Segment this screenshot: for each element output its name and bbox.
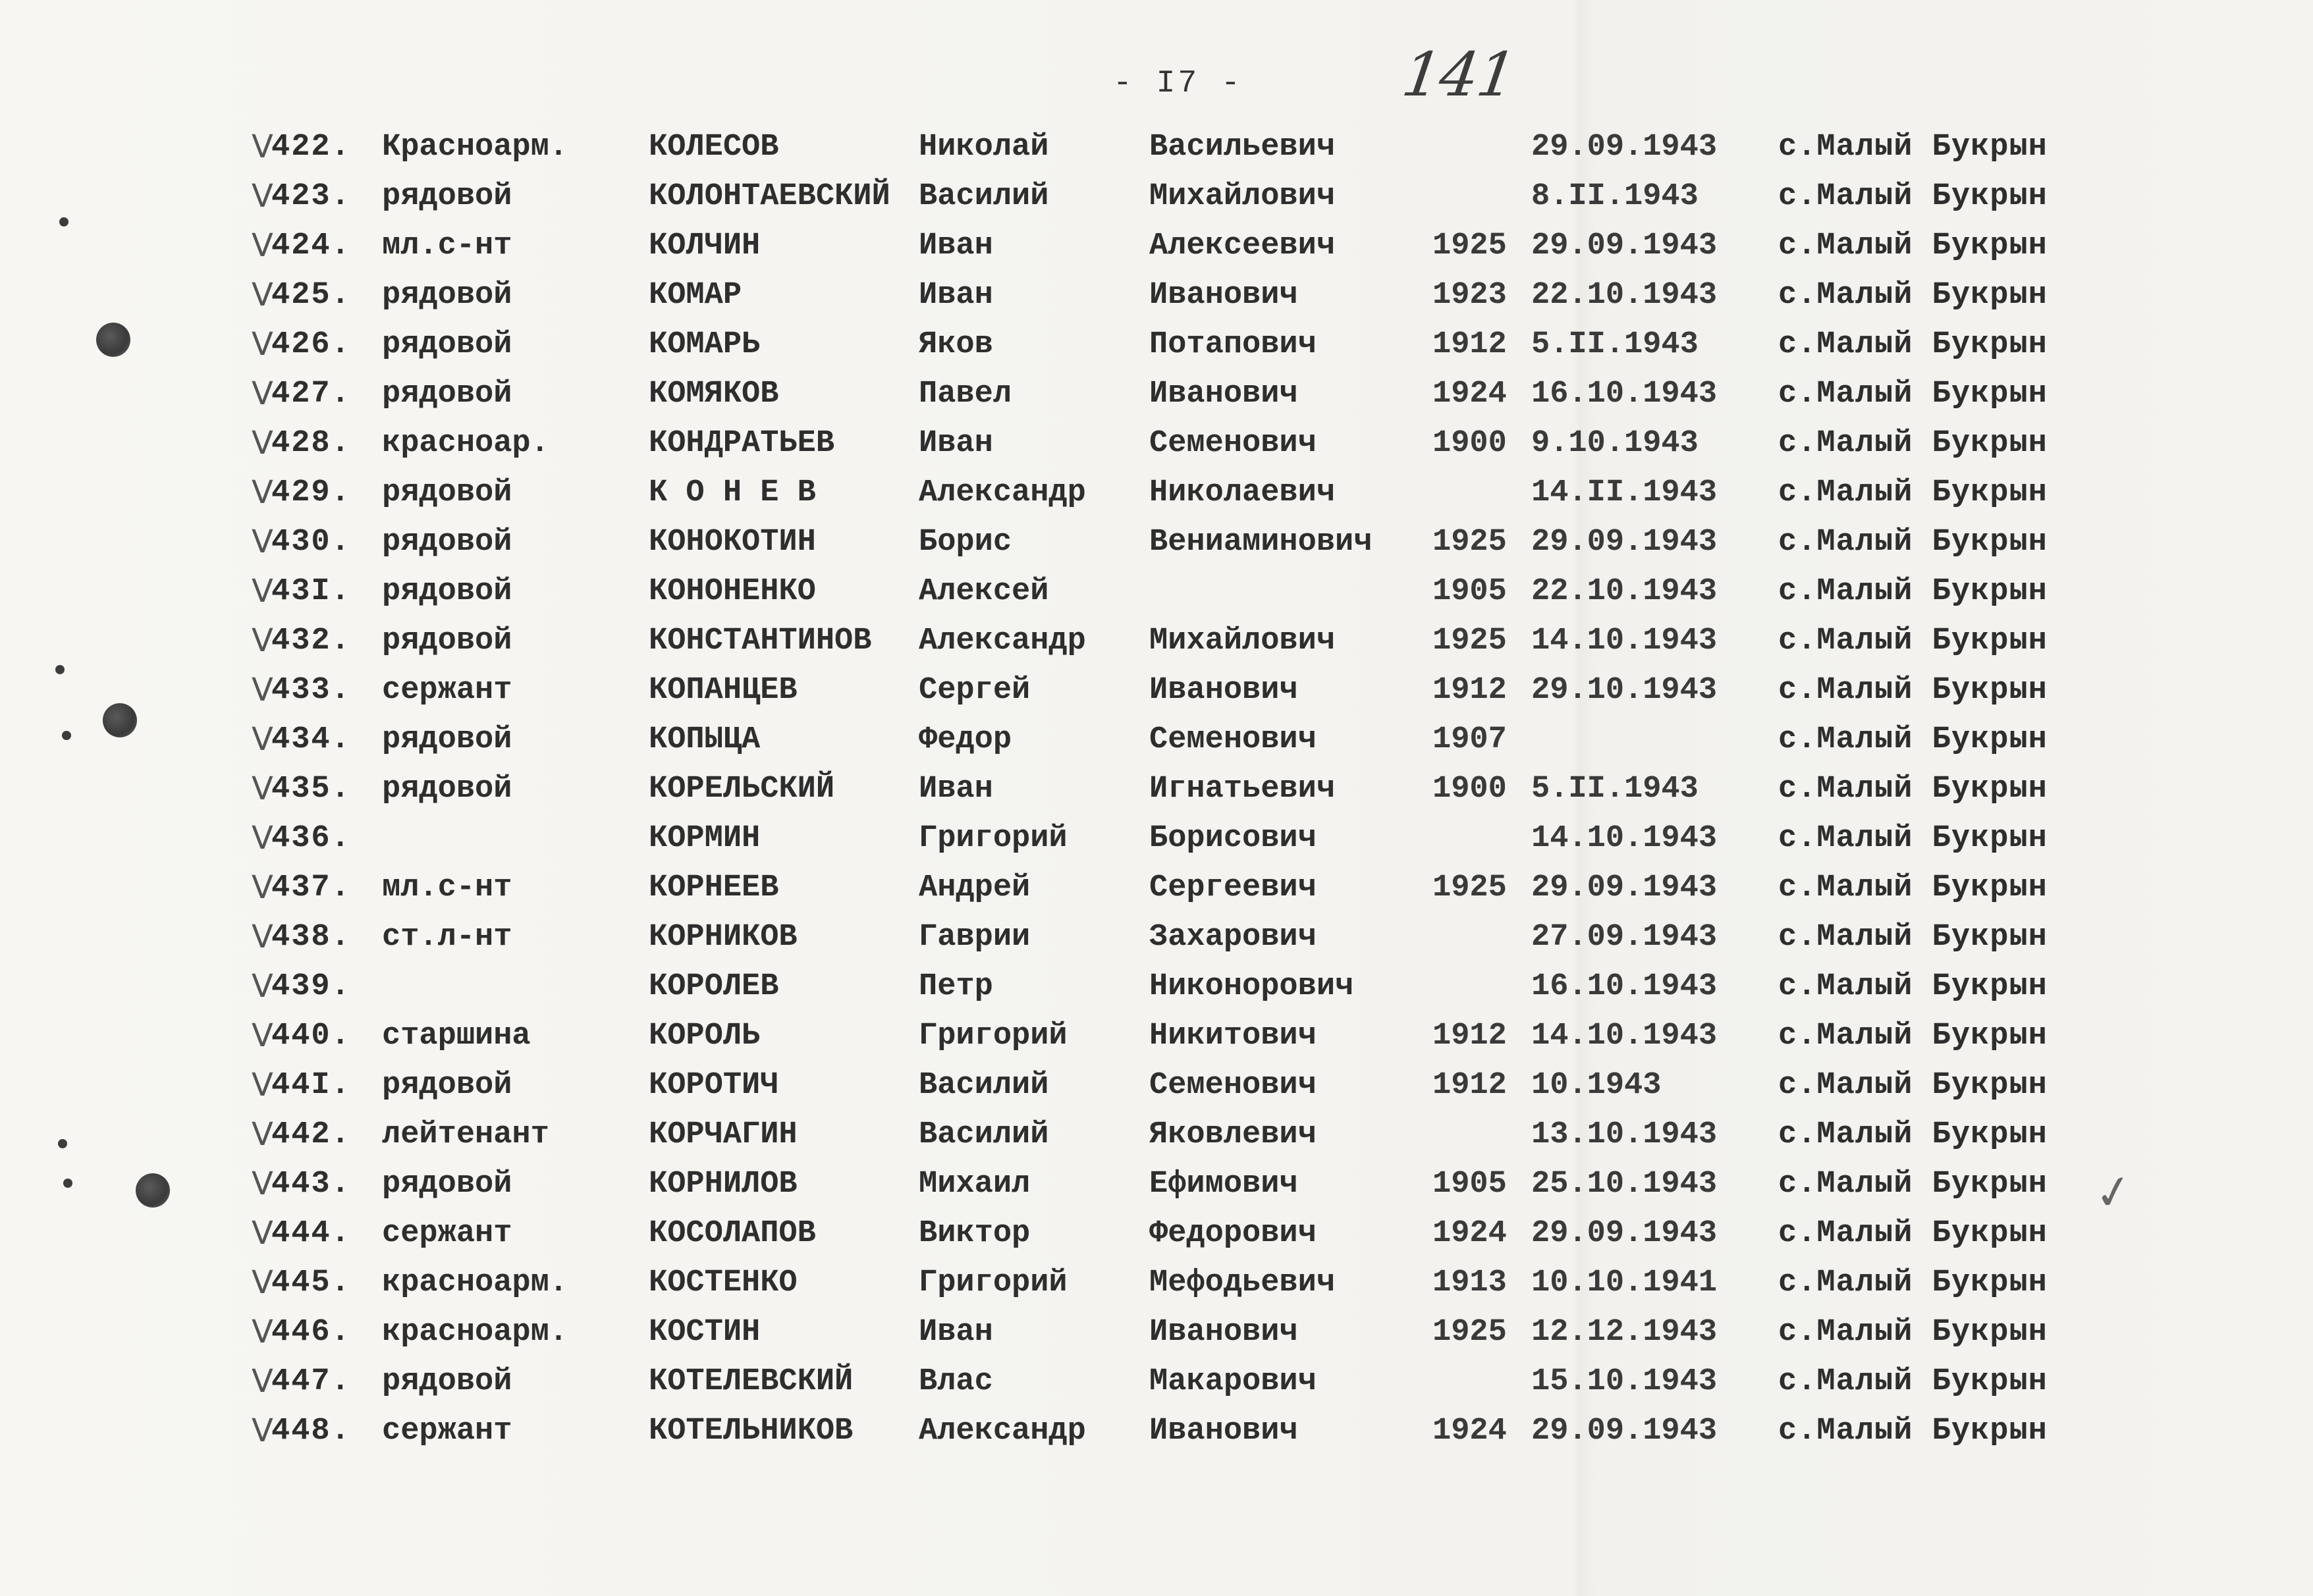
record-rank: красноарм. [382,1265,568,1300]
record-patronymic: Семенович [1149,722,1317,757]
record-surname: КОТЕЛЬНИКОВ [649,1414,854,1449]
record-row [0,419,2313,468]
record-mark: V [252,128,273,165]
record-patronymic: Борисович [1149,821,1317,856]
record-mark: V [252,869,273,906]
record-row [0,468,2313,518]
record-num: 444. [271,1216,351,1251]
record-rank: рядовой [382,377,512,412]
record-num: 440. [271,1019,351,1053]
record-place: с.Малый Букрын [1778,475,2048,510]
record-mark: V [252,573,273,610]
record-mark: V [252,425,273,462]
record-row [0,1209,2313,1258]
record-surname: КОНОНЕНКО [649,574,816,609]
record-first-name: Иван [919,426,993,461]
record-patronymic: Мефодьевич [1149,1265,1336,1300]
record-mark: V [252,277,273,313]
record-mark: V [252,1067,273,1104]
record-place: с.Малый Букрын [1778,228,2048,263]
record-rank: рядовой [382,722,512,757]
record-birth-year: 1925 [1432,1315,1507,1350]
record-rank: сержант [382,1414,512,1449]
record-surname: КОЛОНТАЕВСКИЙ [649,179,890,214]
record-place: с.Малый Букрын [1778,278,2048,313]
record-first-name: Михаил [919,1167,1031,1202]
record-birth-year: 1900 [1432,772,1507,807]
record-patronymic: Яковлевич [1149,1117,1317,1152]
record-rank: рядовой [382,327,512,362]
record-mark: V [252,1363,273,1400]
record-date: 29.10.1943 [1531,673,1718,708]
record-date: 29.09.1943 [1531,228,1718,263]
record-rank: рядовой [382,475,512,510]
record-row [0,518,2313,567]
record-num: 44I. [271,1068,351,1103]
record-num: 433. [271,673,351,708]
record-first-name: Андрей [919,870,1031,905]
record-first-name: Иван [919,278,993,313]
record-rank: красноарм. [382,1315,568,1350]
record-first-name: Виктор [919,1216,1031,1251]
record-date: 22.10.1943 [1531,574,1718,609]
record-place: с.Малый Букрын [1778,1117,2048,1152]
record-patronymic: Семенович [1149,426,1317,461]
record-place: с.Малый Букрын [1778,327,2048,362]
record-birth-year: 1923 [1432,278,1507,313]
record-rank: лейтенант [382,1117,549,1152]
record-row [0,320,2313,369]
record-mark: V [252,1264,273,1301]
record-surname: КОТЕЛЕВСКИЙ [649,1364,854,1399]
record-surname: КОМАРЬ [649,327,761,362]
page-number: - I7 - [1113,66,1243,101]
record-row [0,1258,2313,1308]
record-row [0,1159,2313,1209]
record-num: 422. [271,130,351,165]
record-num: 443. [271,1167,351,1202]
record-place: с.Малый Букрын [1778,821,2048,856]
record-date: 27.09.1943 [1531,920,1718,955]
record-patronymic: Михайлович [1149,179,1336,214]
record-place: с.Малый Букрын [1778,179,2048,214]
record-surname: КОРОТИЧ [649,1068,779,1103]
record-row [0,221,2313,271]
record-rank: рядовой [382,179,512,214]
record-place: с.Малый Букрын [1778,1019,2048,1053]
record-patronymic: Макарович [1149,1364,1317,1399]
record-mark: V [252,622,273,659]
record-patronymic: Вениаминович [1149,525,1373,560]
record-place: с.Малый Букрын [1778,624,2048,658]
record-rank: рядовой [382,624,512,658]
record-birth-year: 1925 [1432,624,1507,658]
record-row [0,122,2313,172]
record-mark: V [252,1215,273,1252]
record-mark: V [252,820,273,857]
record-patronymic: Иванович [1149,377,1298,412]
record-patronymic: Ефимович [1149,1167,1298,1202]
record-place: с.Малый Букрын [1778,969,2048,1004]
record-mark: V [252,721,273,758]
record-row [0,764,2313,814]
record-rank: рядовой [382,574,512,609]
record-mark: V [252,326,273,363]
record-surname: КОСОЛАПОВ [649,1216,816,1251]
record-num: 439. [271,969,351,1004]
record-mark: V [252,178,273,215]
record-patronymic: Захарович [1149,920,1317,955]
record-place: с.Малый Букрын [1778,1265,2048,1300]
record-date: 5.II.1943 [1531,327,1699,362]
record-date: 22.10.1943 [1531,278,1718,313]
record-date: 29.09.1943 [1531,870,1718,905]
record-date: 10.10.1941 [1531,1265,1718,1300]
record-surname: КОСТЕНКО [649,1265,798,1300]
record-row [0,1308,2313,1357]
record-date: 12.12.1943 [1531,1315,1718,1350]
record-num: 446. [271,1315,351,1350]
record-first-name: Александр [919,1414,1086,1449]
record-birth-year: 1924 [1432,1216,1507,1251]
record-place: с.Малый Букрын [1778,1414,2048,1449]
record-date: 5.II.1943 [1531,772,1699,807]
handwritten-folio-number: 141 [1398,40,1520,110]
record-birth-year: 1905 [1432,1167,1507,1202]
record-rank: рядовой [382,772,512,807]
record-surname: КОРМИН [649,821,761,856]
record-patronymic: Николаевич [1149,475,1336,510]
record-mark: V [252,1116,273,1153]
record-date: 25.10.1943 [1531,1167,1718,1202]
record-surname: КОСТИН [649,1315,761,1350]
record-num: 429. [271,475,351,510]
record-first-name: Борис [919,525,1012,560]
record-birth-year: 1912 [1432,673,1507,708]
record-mark: V [252,375,273,412]
record-num: 424. [271,228,351,263]
record-rank: старшина [382,1019,531,1053]
record-date: 29.09.1943 [1531,1216,1718,1251]
record-date: 16.10.1943 [1531,377,1718,412]
record-row [0,715,2313,764]
record-num: 442. [271,1117,351,1152]
record-birth-year: 1924 [1432,377,1507,412]
record-first-name: Василий [919,179,1049,214]
record-patronymic: Игнатьевич [1149,772,1336,807]
record-surname: КОНСТАНТИНОВ [649,624,872,658]
record-mark: V [252,1165,273,1202]
record-birth-year: 1912 [1432,327,1507,362]
record-first-name: Григорий [919,1265,1068,1300]
record-patronymic: Михайлович [1149,624,1336,658]
record-patronymic: Федорович [1149,1216,1317,1251]
record-row [0,567,2313,616]
record-row [0,1061,2313,1110]
record-mark: V [252,1412,273,1449]
record-birth-year: 1924 [1432,1414,1507,1449]
record-num: 423. [271,179,351,214]
record-surname: КОРНИКОВ [649,920,798,955]
record-birth-year: 1905 [1432,574,1507,609]
record-row [0,1357,2313,1406]
record-num: 430. [271,525,351,560]
record-patronymic: Иванович [1149,673,1298,708]
record-first-name: Григорий [919,821,1068,856]
record-place: с.Малый Букрын [1778,673,2048,708]
record-patronymic: Никонорович [1149,969,1354,1004]
record-birth-year: 1907 [1432,722,1507,757]
record-first-name: Иван [919,772,993,807]
record-mark: V [252,770,273,807]
record-num: 427. [271,377,351,412]
record-date: 14.10.1943 [1531,624,1718,658]
record-date: 16.10.1943 [1531,969,1718,1004]
record-surname: КОМАР [649,278,742,313]
record-first-name: Григорий [919,1019,1068,1053]
record-row [0,863,2313,913]
record-num: 448. [271,1414,351,1449]
record-rank: рядовой [382,525,512,560]
record-place: с.Малый Букрын [1778,525,2048,560]
record-birth-year: 1912 [1432,1019,1507,1053]
record-first-name: Николай [919,130,1049,165]
record-date: 14.10.1943 [1531,1019,1718,1053]
record-rank: рядовой [382,1167,512,1202]
record-rank: рядовой [382,278,512,313]
record-num: 435. [271,772,351,807]
record-num: 426. [271,327,351,362]
record-date: 13.10.1943 [1531,1117,1718,1152]
record-row [0,1011,2313,1061]
record-place: с.Малый Букрын [1778,722,2048,757]
record-rank: сержант [382,1216,512,1251]
record-birth-year: 1925 [1432,525,1507,560]
record-patronymic: Сергеевич [1149,870,1317,905]
record-first-name: Петр [919,969,993,1004]
record-patronymic: Иванович [1149,278,1298,313]
record-place: с.Малый Букрын [1778,1216,2048,1251]
record-first-name: Василий [919,1068,1049,1103]
record-surname: КОЛЕСОВ [649,130,779,165]
record-rank: мл.с-нт [382,228,512,263]
record-place: с.Малый Букрын [1778,1364,2048,1399]
record-place: с.Малый Букрын [1778,1167,2048,1202]
record-surname: КОРНИЛОВ [649,1167,798,1202]
record-mark: V [252,968,273,1005]
record-first-name: Иван [919,1315,993,1350]
record-row [0,369,2313,419]
record-row [0,271,2313,320]
record-place: с.Малый Букрын [1778,920,2048,955]
record-surname: КОРОЛЬ [649,1019,761,1053]
record-first-name: Гаврии [919,920,1031,955]
record-first-name: Александр [919,624,1086,658]
record-rank: сержант [382,673,512,708]
record-place: с.Малый Букрын [1778,1315,2048,1350]
record-mark: V [252,1314,273,1350]
record-date: 9.10.1943 [1531,426,1699,461]
record-num: 432. [271,624,351,658]
record-place: с.Малый Букрын [1778,426,2048,461]
record-num: 428. [271,426,351,461]
record-place: с.Малый Букрын [1778,377,2048,412]
record-num: 447. [271,1364,351,1399]
record-row [0,913,2313,962]
record-first-name: Сергей [919,673,1031,708]
record-patronymic: Иванович [1149,1414,1298,1449]
record-surname: КОЛЧИН [649,228,761,263]
record-surname: КОНОКОТИН [649,525,816,560]
record-first-name: Влас [919,1364,993,1399]
record-num: 434. [271,722,351,757]
record-birth-year: 1925 [1432,228,1507,263]
record-surname: К О Н Е В [649,475,816,510]
record-surname: КОРОЛЕВ [649,969,779,1004]
record-birth-year: 1912 [1432,1068,1507,1103]
record-date: 14.II.1943 [1531,475,1718,510]
record-num: 425. [271,278,351,313]
record-place: с.Малый Букрын [1778,130,2048,165]
record-patronymic: Васильевич [1149,130,1336,165]
record-patronymic: Никитович [1149,1019,1317,1053]
record-num: 436. [271,821,351,856]
record-mark: V [252,227,273,264]
record-date: 29.09.1943 [1531,525,1718,560]
record-row [0,1406,2313,1456]
record-date: 14.10.1943 [1531,821,1718,856]
record-date: 29.09.1943 [1531,1414,1718,1449]
record-place: с.Малый Букрын [1778,574,2048,609]
record-row [0,616,2313,666]
record-date: 15.10.1943 [1531,1364,1718,1399]
record-surname: КОПАНЦЕВ [649,673,798,708]
record-date: 10.1943 [1531,1068,1662,1103]
record-rank: рядовой [382,1364,512,1399]
record-rank: ст.л-нт [382,920,512,955]
record-birth-year: 1913 [1432,1265,1507,1300]
record-birth-year: 1900 [1432,426,1507,461]
record-surname: КОНДРАТЬЕВ [649,426,835,461]
record-patronymic: Иванович [1149,1315,1298,1350]
record-first-name: Иван [919,228,993,263]
record-mark: V [252,474,273,511]
record-surname: КОПЫЦА [649,722,761,757]
record-row [0,1110,2313,1159]
record-first-name: Александр [919,475,1086,510]
record-num: 438. [271,920,351,955]
record-surname: КОРЧАГИН [649,1117,798,1152]
record-surname: КОРНЕЕВ [649,870,779,905]
record-rank: Красноарм. [382,130,568,165]
record-rank: красноар. [382,426,549,461]
record-patronymic: Семенович [1149,1068,1317,1103]
record-first-name: Павел [919,377,1012,412]
record-birth-year: 1925 [1432,870,1507,905]
record-mark: V [252,523,273,560]
record-first-name: Яков [919,327,993,362]
record-patronymic: Алексеевич [1149,228,1336,263]
record-mark: V [252,918,273,955]
record-surname: КОРЕЛЬСКИЙ [649,772,835,807]
record-row [0,962,2313,1011]
record-date: 29.09.1943 [1531,130,1718,165]
marginal-check-mark: ✓ [2090,1162,2138,1223]
record-place: с.Малый Букрын [1778,870,2048,905]
record-patronymic: Потапович [1149,327,1317,362]
record-rank: рядовой [382,1068,512,1103]
record-rank: мл.с-нт [382,870,512,905]
record-first-name: Василий [919,1117,1049,1152]
record-mark: V [252,672,273,708]
record-row [0,172,2313,221]
record-place: с.Малый Букрын [1778,772,2048,807]
record-mark: V [252,1017,273,1054]
casualty-list [0,122,2313,1456]
record-surname: КОМЯКОВ [649,377,779,412]
record-place: с.Малый Букрын [1778,1068,2048,1103]
record-first-name: Алексей [919,574,1049,609]
record-row [0,666,2313,715]
record-date: 8.II.1943 [1531,179,1699,214]
record-num: 43I. [271,574,351,609]
record-first-name: Федор [919,722,1012,757]
record-num: 445. [271,1265,351,1300]
record-row [0,814,2313,863]
record-num: 437. [271,870,351,905]
